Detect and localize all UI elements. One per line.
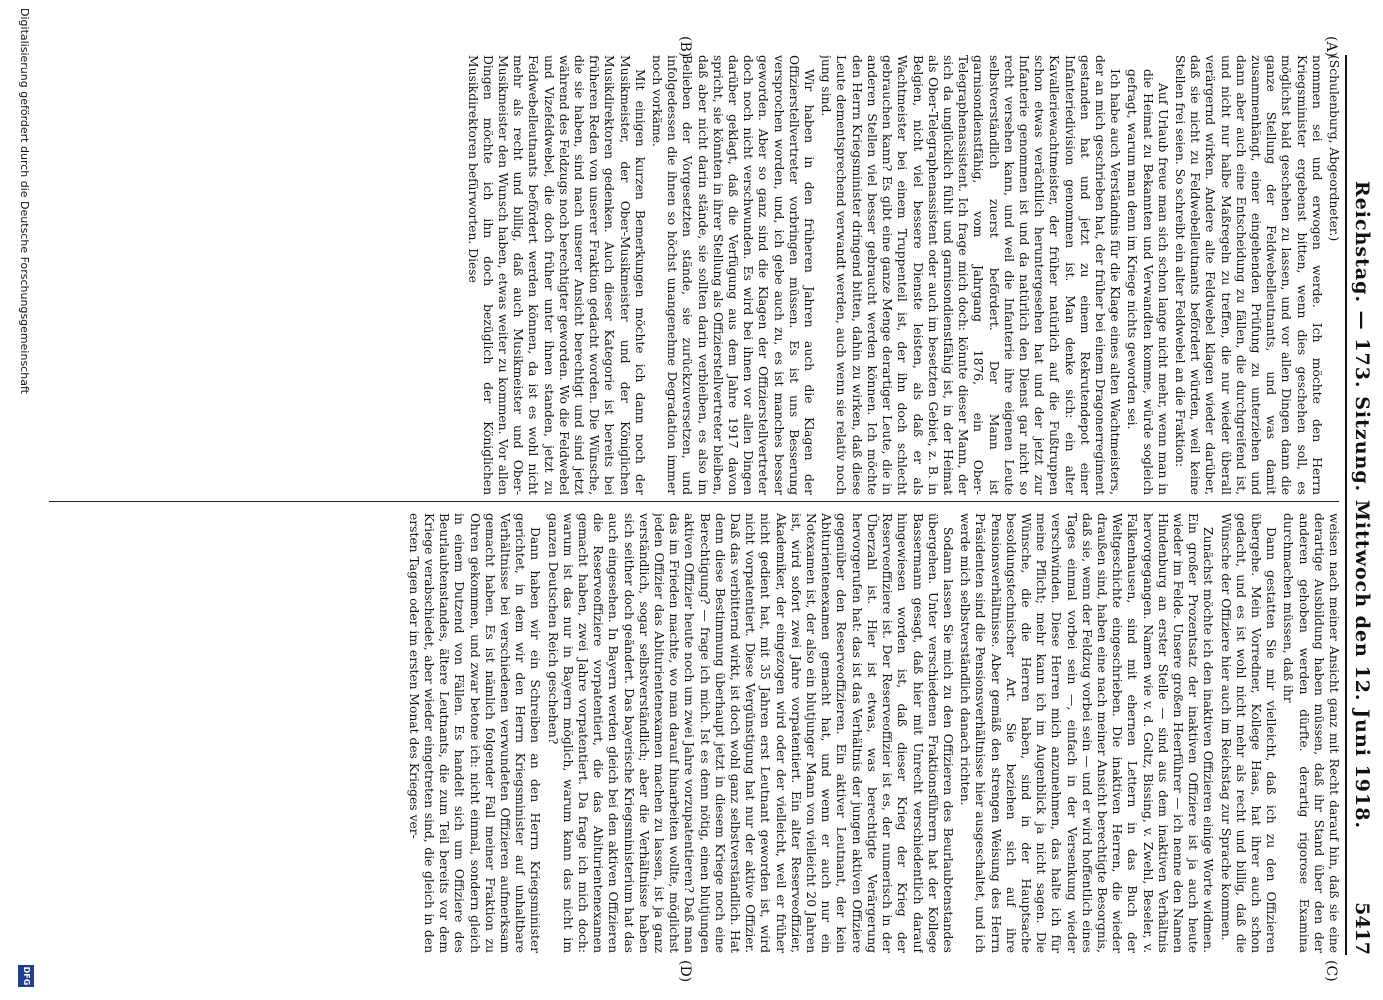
paragraph: Ich habe auch Verständnis für die Klage eines alten Wachtmeisters, der an mich geschrieben hat, der früher bei einem Dragonerregiment gestanden hat und jetzt zu einem Rekrutendepot einer Infanteriedivision genommen ist. Man denke sich: ein alter Kavalleriewachtmeister, der früher natürlich auf die Fußtruppen schon etwas verächtlich heruntergesehen hat und der jetzt zur Infanterie genommen ist und da natürlich den Dienst gar nicht so recht versehen kann, und weil die Infanterie ihre eigenen Leute selbstverständlich zuerst befördert. Der Mann ist garnisondienstfähig, vom Jahrgang 1876, ein Ober-Telegraphenassistent. Ich frage mich doch: könnte dieser Mann, der sich da unglücklich fühlt und garnisondienstfähig ist, in der Heimat als Ober-Telegraphenassistent oder auch im besetzten Gebiet, z. B. in Belgien, nicht viel bessere Dienste leisten, als daß er als Wachtmeister bei einem Truppenteil ist, der ihn doch schlecht gebrauchen kann? Es gibt eine ganze Menge derartiger Leute, die in anderen Stellen viel besser gebraucht werden können. Ich möchte den Herrn Kriegsminister dringend bitten, dahin zu wirken, daß diese Leute dementsprechend verwandt werden, auch wenn sie relativ noch jung sind. [819, 55, 1123, 495]
paragraph: Sodann lassen Sie mich zu den Offizieren des Beurlaubtenstandes übergehen. Unter verschiedenen Fraktionsführern hat der Kollege Bassermann gesagt, daß hier mit Unrecht verschiedentlich darauf hingewiesen worden ist, daß dieser Krieg der Krieg der Reserveoffiziere ist. Der Reserveoffizier ist es, der numerisch in der Überzahl ist. Hier ist etwas, was berechtigte Verärgerung hervorgerufen hat: das ist das Verhältnis der jungen aktiven Offiziere gegenüber den Reserveoffizieren. Ein aktiver Leutnant, der kein Abiturientenexamen gemacht hat, und wenn er auch nur ein Notexamen ist, der also ein blutjunger Mann von vielleicht 20 Jahren ist, wird sofort zwei Jahre vorpatentiert. Ein alter Reserveoffizier, Akademiker, der eingezogen wird oder der vielleicht, weil er früher nicht gedient hat, mit 35 Jahren erst Leutnant geworden ist, wird nicht vorpatentiert. Diese Vergünstigung hat nur der aktive Offizier. Daß das verbitternd wirkt, ist doch wohl ganz selbstverständlich. Hat denn diese Bestimmung überhaupt jetzt in diesem Kriege noch eine Berechtigung? — frage ich mich. Ist es denn nötig, einen blutjungen aktiven Offizier heute noch um zwei Jahre vorzupatentieren? Daß man das im Frieden machte, wo man darauf hinarbeiten wollte, möglichst jeden Offizier das Abiturientenexamen machen zu lassen, ist ja ganz verständlich, sogar selbstverständlich; aber die Verhältnisse haben sich seither doch geändert. Das bayerische Kriegsministerium hat das auch eingesehen. In Bayern werden gleich bei den aktiven Offizieren die Reserveoffiziere vorpatentiert, die das Abiturientenexamen gemacht haben, zwei Jahre vorpatentiert. Da frage ich mich doch: warum ist das nur in Bayern möglich, warum kann das nicht im ganzen Deutschen Reich geschehen? [545, 513, 955, 953]
footer [3, 0, 43, 1000]
running-header [1345, 55, 1375, 955]
margin-marker-c: (C) [1323, 960, 1339, 982]
margin-marker-a: (A) [1323, 36, 1339, 58]
right-column [51, 513, 1341, 953]
paragraph: weisen nach meiner Ansicht ganz mit Recht darauf hin, daß sie eine derartige Ausbildung haben müssen, daß ihr Stand über den der anderen gehoben werden dürfte. derartig rigorose Examina durchmachen müssen, daß ihr [1281, 513, 1341, 953]
margin-marker-d: (D) [677, 960, 693, 983]
paragraph: Dann gestatten Sie mir vielleicht, daß ich zu den Offizieren übergehe. Mein Vorredner, Kollege Haas, hat ihrer auch schon gedacht, und es ist wohl nicht mehr als recht und billig, daß die Wünsche der Offiziere hier auch im Reichstag zur Sprache kommen. [1218, 513, 1279, 953]
funding-note: Digitalisierung gefördert durch die Deutsche Forschungsgemeinschaft [18, 8, 31, 394]
page-number: 5417 [1351, 902, 1373, 955]
column-divider [49, 501, 1339, 502]
margin-marker-b: (B) [677, 36, 693, 58]
speaker-note: (Schulenburg, Abgeordneter.) [1327, 55, 1341, 242]
running-title: Reichstag. — 173. Sitzung. Mittwoch den 12. Juni 1918. [1351, 180, 1373, 830]
left-column [51, 55, 1341, 495]
dfg-logo: DFG [18, 965, 34, 987]
paragraph: Mit einigen kurzen Bemerkungen möchte ich dann noch der Musikmeister, der Ober-Musikmeister und der Königlichen Musikdirektoren gedenken. Auch dieser Kategorie ist bereits bei früheren Reden von unserer Fraktion gedacht worden. Die Wünsche, die sie haben, sind nach unserer Ansicht berechtigt und sind jetzt während des Feldzugs noch berechtigter geworden. Wo die Feldwebel und Vizefeldwebel, die doch früher unter ihnen standen, jetzt zu Feldwebelleutnants befördert werden können, da ist es wohl nicht mehr als recht und billig, daß auch Musikmeister und Ober-Musikmeister den Wunsch haben, etwas weiter zu kommen. Vor allen Dingen möchte ich ihn doch bezüglich der Königlichen Musikdirektoren befürworten. Diese [465, 55, 647, 495]
quoted-paragraph: Auf Urlaub freue man sich schon lange nicht mehr, wenn man in die Heimat zu Bekannten und Verwandten komme, würde sogleich gefragt, warum man denn im Kriege nichts geworden sei. [1125, 69, 1170, 495]
paragraph: Dann haben wir ein Schreiben an den Herrn Kriegsminister gerichtet, in dem wir den Herrn Kriegsminister auf unhaltbare Verhältnisse bei verschiedenen verwundeten Offizieren aufmerksam gemacht haben. Es ist nämlich folgender Fall meiner Fraktion zu Ohren gekommen, und zwar betone ich: nicht einmal, sondern gleich in einem Dutzend von Fällen. Es handelt sich um Offiziere des Beurlaubtenstandes, ältere Leutnants, die zum Teil bereits vor dem Kriege verabschiedet, aber wieder eingetreten sind, die gleich in den ersten Tagen oder im ersten Monat des Krieges ver- [406, 513, 543, 953]
paragraph: nommen sei und erwogen werde. Ich möchte den Herrn Kriegsminister ergebenst bitten, wenn dies geschehen soll, es möglichst bald geschehen zu lassen, und vor allen Dingen dann die ganze Stellung der Feldwebelleutnants, und was damit zusammenhängt, einer eingehenden Prüfung zu unterziehen und dann aber auch eine Entscheidung zu fällen, die durchgreifend ist, und nicht nur halbe Maßregeln zu treffen, die nur wieder überall verärgernd wirken. Andere alte Feldwebel klagen wieder darüber, daß sie nicht zu Feldwebelleutnants befördert würden, weil keine Stellen frei seien. So schreibt ein alter Feldwebel an die Fraktion: [1172, 55, 1324, 495]
paragraph: Wir haben in den früheren Jahren auch die Klagen der Offizierstellvertreter vorbringen müssen. Es ist uns Besserung versprochen worden, und, ich gebe auch zu, es ist manches besser geworden. Aber so ganz sind die Klagen der Offizierstellvertreter doch noch nicht verschwunden. Es wird bei ihnen vor allen Dingen darüber geklagt, daß die Verfügung aus dem Jahre 1917 davon spricht, sie könnten in ihrer Stellung als Offizierstellvertreter bleiben, daß aber nicht darin stände, sie sollten darin verbleiben, es also im Belieben der Vorgesetzten stände, sie zurückzuversetzen, und infolgedessen die ihnen so höchst unangenehme Degradation immer noch vorkäme. [650, 55, 817, 495]
paragraph: Zunächst möchte ich den inaktiven Offizieren einige Worte widmen. Ein großer Prozentsatz der inaktiven Offiziere ist ja auch heute wieder im Felde. Unsere großen Heerführer — ich nenne den Namen Hindenburg an erster Stelle — sind aus dem inaktiven Verhältnis hervorgegangen. Namen wie v. d. Goltz, Bissing, v. Zwehl, Beseler, v. Falkenhausen, sind mit ehernen Lettern in das Buch der Weltgeschichte eingeschrieben. Die inaktiven Herren, die wieder draußen sind, haben eine nach meiner Ansicht berechtigte Besorgnis, daß sie, wenn der Feldzug vorbei sein — und er wird hoffentlich eines Tages einmal vorbei sein —, einfach in der Versenkung wieder verschwinden. Diese Herren mich anzunehmen, das halte ich für meine Pflicht; mehr kann ich im Augenblick ja nicht sagen. Die Wünsche, die die Herren haben, sind in der Hauptsache besoldungstechnischer Art. Sie beziehen sich auf ihre Pensionsverhältnisse. Aber gemäß den strengen Weisung des Herrn Präsidenten sind die Pensionsverhältnisse hier ausgeschaltet, und ich werde mich selbstverständlich danach richten. [958, 513, 1216, 953]
